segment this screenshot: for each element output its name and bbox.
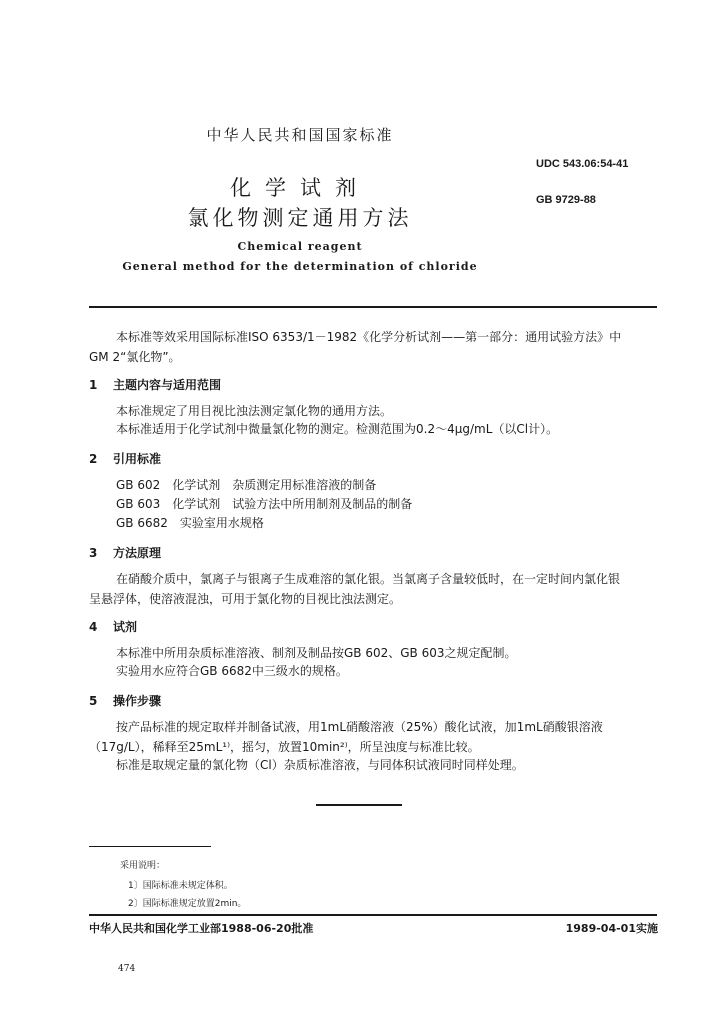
footnote-divider bbox=[89, 846, 211, 847]
intro-line2: GM 2“氯化物”。 bbox=[89, 350, 181, 364]
intro-line1: 本标准等效采用国际标准ISO 6353/1－1982《化学分析试剂——第一部分：通用试验方法》中 bbox=[116, 330, 622, 344]
section-1-heading bbox=[89, 376, 221, 393]
notes-heading: 采用说明： bbox=[120, 861, 166, 871]
end-of-text-rule bbox=[316, 804, 402, 806]
section-1-line: 本标准规定了用目视比浊法测定氯化物的通用方法。 bbox=[116, 404, 393, 418]
title-en-line1: Chemical reagent bbox=[237, 240, 363, 253]
national-standard-label: 中华人民共和国国家标准 bbox=[206, 126, 394, 144]
section-2-heading bbox=[89, 450, 161, 467]
section-title: 试剂 bbox=[113, 620, 138, 634]
title-en-line2: General method for the determination of chloride bbox=[122, 260, 478, 273]
section-4-heading bbox=[89, 618, 137, 635]
section-title: 引用标准 bbox=[113, 452, 162, 466]
section-3-line: 呈悬浮体，使溶液混浊，可用于氯化物的目视比浊法测定。 bbox=[89, 592, 402, 606]
reference-item: GB 6682 实验室用水规格 bbox=[116, 516, 264, 530]
section-title: 主题内容与适用范围 bbox=[113, 378, 222, 392]
section-5-heading bbox=[89, 692, 161, 709]
header-divider bbox=[89, 306, 657, 308]
reference-item: GB 602 化学试剂 杂质测定用标准溶液的制备 bbox=[116, 478, 377, 492]
title-zh-line2: 氯化物测定通用方法 bbox=[187, 206, 413, 230]
section-4-line: 本标准中所用杂质标准溶液、制剂及制品按GB 602、GB 603之规定配制。 bbox=[116, 646, 517, 660]
section-number: 5 bbox=[89, 694, 98, 708]
approval-line: 中华人民共和国化学工业部1988-06-20批准 bbox=[89, 922, 314, 935]
section-1-line: 本标准适用于化学试剂中微量氯化物的测定。检测范围为0.2～4μg/mL（以Cl计）。 bbox=[116, 422, 559, 436]
page-number: 474 bbox=[118, 964, 136, 974]
gb-standard-code: GB 9729-88 bbox=[536, 194, 596, 206]
section-5-line: （17g/L），稀释至25mL¹⁾，摇匀，放置10min²⁾，所呈浊度与标准比较。 bbox=[89, 740, 480, 754]
note-item: 1〕国际标准未规定体积。 bbox=[128, 881, 233, 891]
udc-code: UDC 543.06:54-41 bbox=[536, 158, 629, 170]
section-number: 2 bbox=[89, 452, 98, 466]
title-zh-line1: 化学试剂 bbox=[230, 176, 370, 200]
note-item: 2〕国际标准规定放置2min。 bbox=[128, 899, 247, 909]
implementation-date: 1989-04-01实施 bbox=[565, 922, 658, 935]
section-title: 操作步骤 bbox=[113, 694, 162, 708]
section-4-line: 实验用水应符合GB 6682中三级水的规格。 bbox=[116, 664, 348, 678]
section-title: 方法原理 bbox=[113, 546, 162, 560]
section-number: 1 bbox=[89, 378, 98, 392]
section-3-heading bbox=[89, 544, 161, 561]
section-number: 4 bbox=[89, 620, 98, 634]
reference-item: GB 603 化学试剂 试验方法中所用制剂及制品的制备 bbox=[116, 497, 413, 511]
section-3-line: 在硝酸介质中，氯离子与银离子生成难溶的氯化银。当氯离子含量较低时，在一定时间内氯化银 bbox=[116, 572, 621, 586]
section-number: 3 bbox=[89, 546, 98, 560]
footer-divider bbox=[89, 914, 657, 916]
section-5-line: 按产品标准的规定取样并制备试液，用1mL硝酸溶液（25%）酸化试液，加1mL硝酸银溶液 bbox=[116, 720, 603, 734]
section-5-line: 标准是取规定量的氯化物（Cl）杂质标准溶液，与同体积试液同时同样处理。 bbox=[116, 758, 524, 772]
